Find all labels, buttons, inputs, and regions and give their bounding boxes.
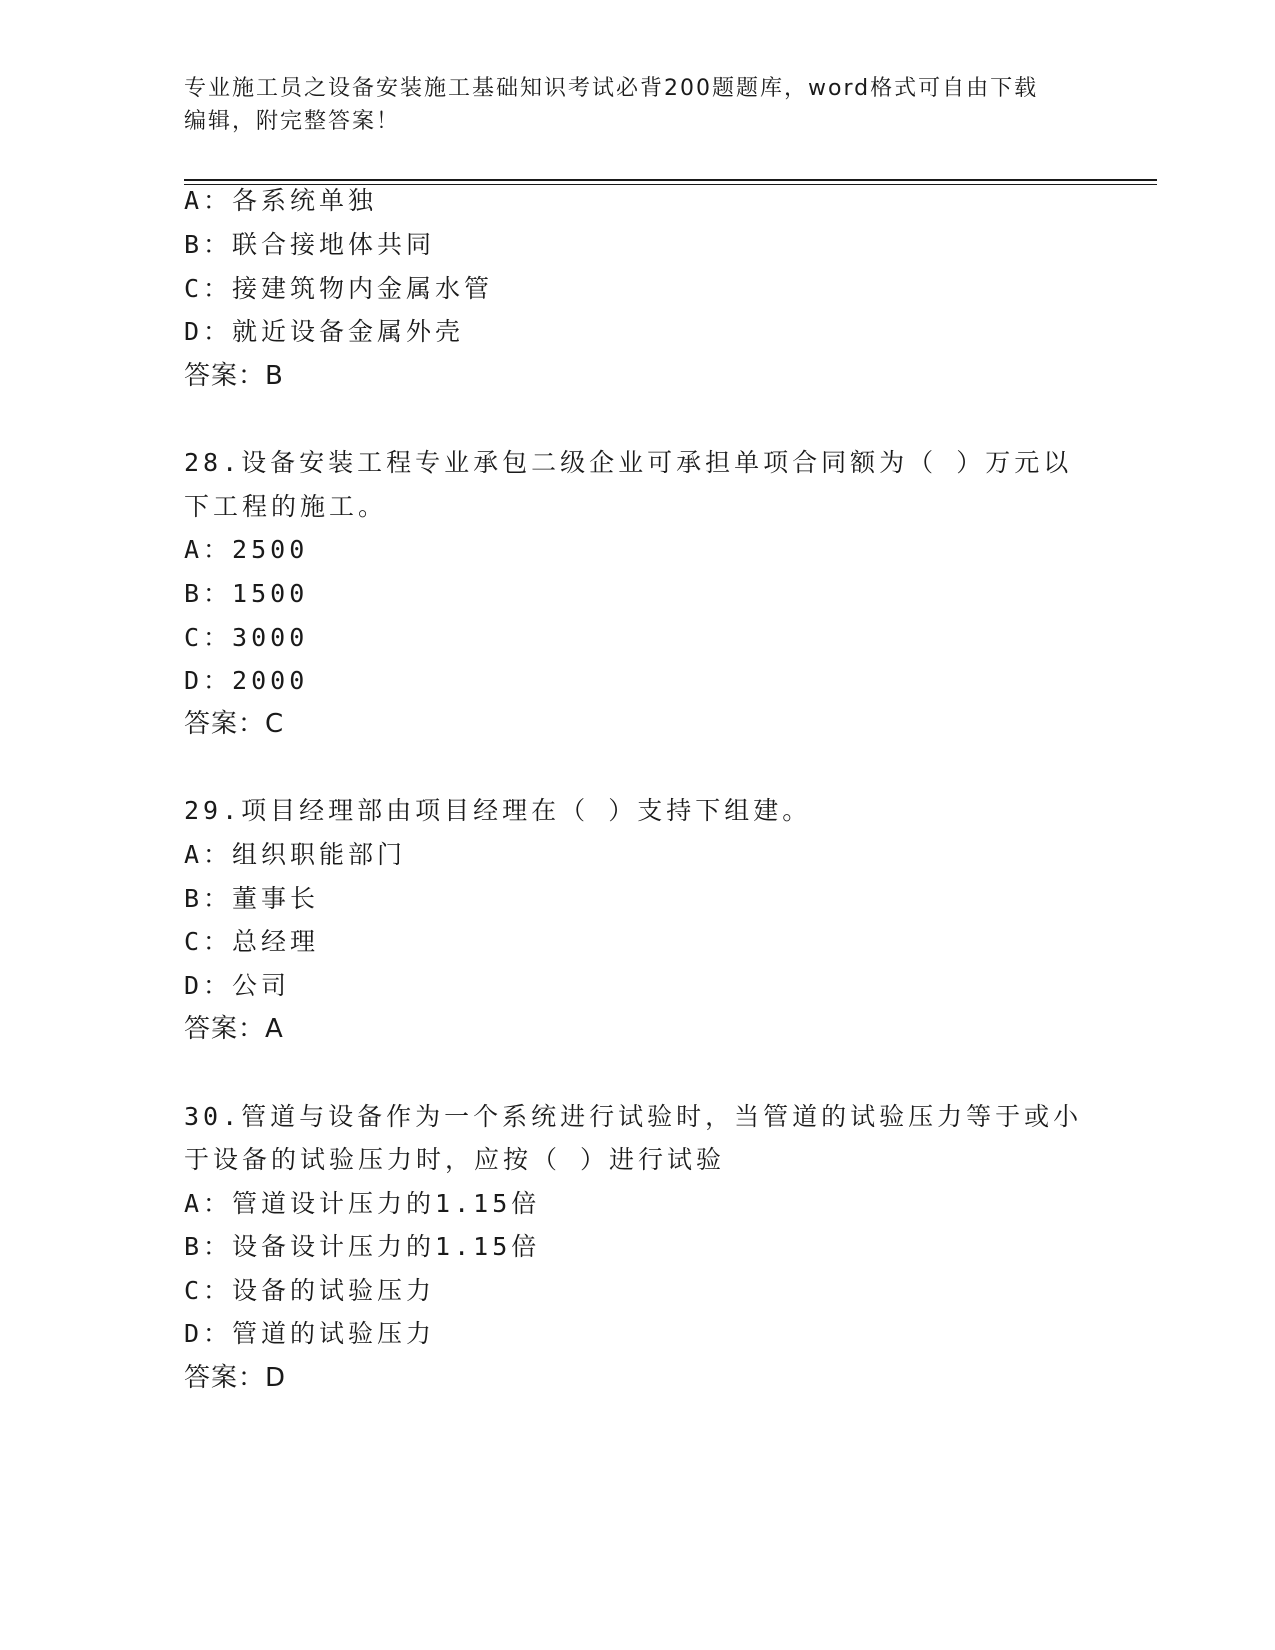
question-stem-line: 30.管道与设备作为一个系统进行试验时，当管道的试验压力等于或小: [184, 1102, 1083, 1131]
option-a: A：组织职能部门: [184, 840, 407, 869]
answer-line: 答案：B: [184, 361, 284, 391]
option-b: B：设备设计压力的1.15倍: [184, 1232, 541, 1261]
option-c: C：接建筑物内金属水管: [184, 274, 494, 303]
answer-line: 答案：C: [184, 709, 285, 739]
question-stem-line: 29.项目经理部由项目经理在（ ）支持下组建。: [184, 796, 812, 825]
header-line-2: 编辑，附完整答案！: [184, 109, 401, 134]
option-b: B：联合接地体共同: [184, 230, 436, 259]
option-c: C：3000: [184, 623, 309, 652]
question-stem-line: 于设备的试验压力时，应按（ ）进行试验: [184, 1145, 726, 1174]
question-stem-line: 28.设备安装工程专业承包二级企业可承担单项合同额为（ ）万元以: [184, 448, 1073, 477]
option-d: D：公司: [184, 971, 291, 1000]
option-a: A：2500: [184, 535, 309, 564]
header-divider-thin: [184, 184, 1157, 185]
option-c: C：设备的试验压力: [184, 1276, 436, 1305]
header-divider-thick: [184, 179, 1157, 181]
option-a: A：各系统单独: [184, 186, 378, 215]
header-line-1: 专业施工员之设备安装施工基础知识考试必背200题题库，word格式可自由下载: [184, 76, 1039, 101]
option-b: B：1500: [184, 579, 309, 608]
option-d: D：管道的试验压力: [184, 1319, 436, 1348]
option-b: B：董事长: [184, 884, 320, 913]
answer-line: 答案：D: [184, 1363, 287, 1393]
option-a: A：管道设计压力的1.15倍: [184, 1189, 541, 1218]
answer-line: 答案：A: [184, 1014, 284, 1044]
option-d: D：就近设备金属外壳: [184, 317, 465, 346]
option-d: D：2000: [184, 666, 309, 695]
option-c: C：总经理: [184, 927, 320, 956]
question-stem-line: 下工程的施工。: [184, 492, 388, 521]
document-header: [184, 72, 1084, 138]
